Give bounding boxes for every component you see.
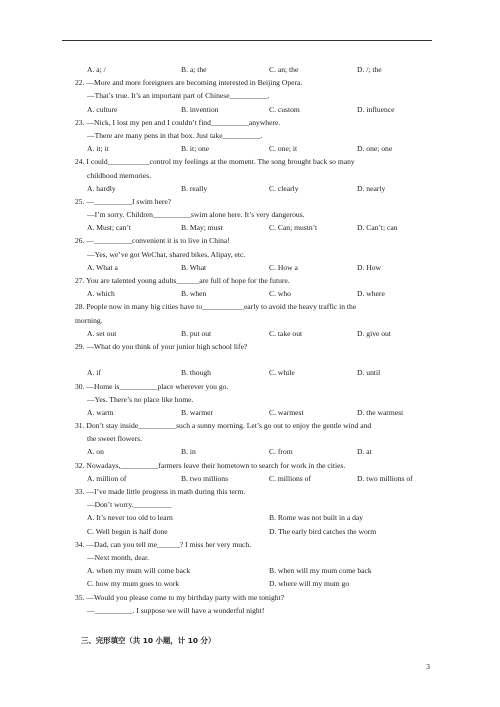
q34-options-row2 bbox=[75, 577, 435, 590]
option-c: C. Can; mustn’t bbox=[269, 223, 318, 233]
option-d: D. at bbox=[357, 447, 372, 457]
question-list bbox=[75, 63, 435, 647]
q22-line2: —That’s true. It’s an important part of Chinese__________. bbox=[87, 91, 270, 101]
option-c: C. Well begun is half done bbox=[87, 526, 168, 536]
option-b: B. invention bbox=[181, 104, 219, 114]
q35-stem: 35. —Would you please come to my birthday party with me tonight? bbox=[75, 592, 285, 602]
option-d: D. nearly bbox=[357, 183, 386, 193]
option-c: C. clearly bbox=[269, 183, 299, 193]
option-b: B. Rome was not built in a day bbox=[269, 513, 364, 523]
q30-options bbox=[75, 406, 435, 419]
option-b: B. May; must bbox=[181, 223, 223, 233]
option-b: B. though bbox=[181, 368, 211, 378]
option-b: B. a; the bbox=[181, 65, 207, 74]
q25-stem: 25. —__________I swim here? bbox=[75, 196, 172, 206]
option-d: D. influence bbox=[357, 104, 395, 114]
q25-line2: —I’m sorry. Children__________swim alone here. It’s very dangerous. bbox=[87, 210, 305, 220]
q31-line2: the sweet flowers. bbox=[87, 434, 143, 444]
option-c: C. warmest bbox=[269, 407, 304, 417]
q26-line2: —Yes, we’ve got WeChat, shared bikes, Alipay, etc. bbox=[87, 249, 246, 259]
option-d: D. two millions of bbox=[357, 473, 413, 483]
q35-line2: —__________. I suppose we will have a wonderful night! bbox=[87, 605, 265, 615]
option-b: B. two millions bbox=[181, 473, 229, 483]
q29-options bbox=[75, 366, 435, 379]
option-b: B. it; one bbox=[181, 144, 210, 154]
option-a: A. a; / bbox=[87, 65, 106, 74]
option-a: A. culture bbox=[87, 104, 118, 114]
q28-options bbox=[75, 327, 435, 340]
option-a: A. Must; can’t bbox=[87, 223, 131, 233]
option-b: B. What bbox=[181, 262, 207, 272]
option-b: B. when bbox=[181, 289, 207, 299]
q24-line2: childhood memories. bbox=[87, 170, 152, 180]
q22-stem: 22. —More and more foreigners are becoming interested in Beijing Opera. bbox=[75, 78, 303, 88]
page-number: 3 bbox=[426, 662, 430, 671]
option-a: A. set out bbox=[87, 328, 117, 338]
option-d: D. the warmest bbox=[357, 407, 404, 417]
q33-options-row2 bbox=[75, 525, 435, 538]
option-a: A. it; it bbox=[87, 144, 109, 154]
q25-options bbox=[75, 221, 435, 234]
q21-options bbox=[75, 63, 435, 76]
q31-stem: 31. Don’t stay inside__________such a sunny morning. Let’s go out to enjoy the gentle wind and bbox=[75, 421, 372, 431]
option-b: B. put out bbox=[181, 328, 212, 338]
option-c: C. how my mum goes to work bbox=[87, 579, 180, 589]
option-b: B. really bbox=[181, 183, 208, 193]
option-c: C. How a bbox=[269, 262, 298, 272]
option-b: B. when will my mum come back bbox=[269, 566, 372, 576]
option-d: D. How bbox=[357, 262, 382, 272]
option-d: D. The early bird catches the worm bbox=[269, 526, 377, 536]
q30-stem: 30. —Home is__________place wherever you go. bbox=[75, 381, 229, 391]
option-a: A. on bbox=[87, 447, 104, 457]
q33-options-row1 bbox=[75, 511, 435, 524]
q30-line2: —Yes. There’s no place like home. bbox=[87, 394, 194, 404]
q24-options bbox=[75, 182, 435, 195]
option-d: D. where bbox=[357, 289, 385, 299]
option-d: D. Can’t; can bbox=[357, 223, 398, 233]
q34-line2: —Next month, dear. bbox=[87, 552, 150, 562]
q27-stem: 27. You are talented young adults______are full of hope for the future. bbox=[75, 276, 290, 285]
option-a: A. if bbox=[87, 368, 101, 378]
option-c: C. from bbox=[269, 447, 293, 457]
option-a: A. when my mum will come back bbox=[87, 566, 191, 576]
q33-line2: —Don’t worry.__________ bbox=[87, 500, 172, 510]
q28-stem: 28. People now in many big cities have to___________early to avoid the heavy traffic in the bbox=[75, 302, 357, 312]
option-c: C. one; it bbox=[269, 144, 298, 154]
option-a: A. It’s never too old to learn bbox=[87, 513, 173, 523]
section-spacer bbox=[75, 617, 435, 630]
q32-options bbox=[75, 472, 435, 485]
section-title: 三、完形填空（共 10 小题，计 10 分） bbox=[81, 636, 216, 646]
answer-blank-line bbox=[75, 353, 435, 366]
q27-options bbox=[75, 287, 435, 300]
option-c: C. take out bbox=[269, 328, 303, 338]
option-a: A. which bbox=[87, 289, 115, 299]
option-b: B. warmer bbox=[181, 407, 214, 417]
option-c: C. who bbox=[269, 289, 291, 299]
q23-stem: 23. —Nick, I lost my pen and I couldn’t find__________anywhere. bbox=[75, 117, 281, 127]
option-c: C. while bbox=[269, 368, 295, 378]
option-c: C. millions of bbox=[269, 473, 311, 483]
q33-stem: 33. —I’ve made little progress in math during this term. bbox=[75, 487, 246, 496]
option-d: D. one; one bbox=[357, 144, 393, 154]
q23-line2: —There are many pens in that box. Just take__________. bbox=[87, 130, 263, 140]
q24-stem: 24. I could___________control my feelings at the moment. The song brought back so many bbox=[75, 157, 355, 167]
option-a: A. What a bbox=[87, 262, 118, 272]
option-a: A. warm bbox=[87, 407, 114, 417]
option-a: A. hardly bbox=[87, 183, 116, 193]
q34-stem: 34. —Dad, can you tell me______? I miss her very much. bbox=[75, 539, 252, 549]
option-c: C. an; the bbox=[269, 65, 299, 74]
q34-options-row1 bbox=[75, 564, 435, 577]
q26-stem: 26. —__________convenient it is to live in China! bbox=[75, 236, 230, 246]
q23-options bbox=[75, 142, 435, 155]
q32-stem: 32. Nowadays,__________farmers leave their hometown to search for work in the cities. bbox=[75, 460, 346, 470]
q28-line2: morning. bbox=[75, 315, 103, 325]
option-b: B. in bbox=[181, 447, 196, 457]
option-a: A. million of bbox=[87, 473, 127, 483]
q31-options bbox=[75, 445, 435, 458]
header-rule bbox=[62, 40, 432, 41]
q29-stem: 29. —What do you think of your junior high school life? bbox=[75, 341, 248, 351]
option-d: D. where will my mum go bbox=[269, 579, 350, 589]
option-d: D. /; the bbox=[357, 65, 382, 74]
option-d: D. give out bbox=[357, 328, 391, 338]
option-c: C. custom bbox=[269, 104, 300, 114]
q22-options bbox=[75, 103, 435, 116]
q26-options bbox=[75, 261, 435, 274]
option-d: D. until bbox=[357, 368, 381, 378]
